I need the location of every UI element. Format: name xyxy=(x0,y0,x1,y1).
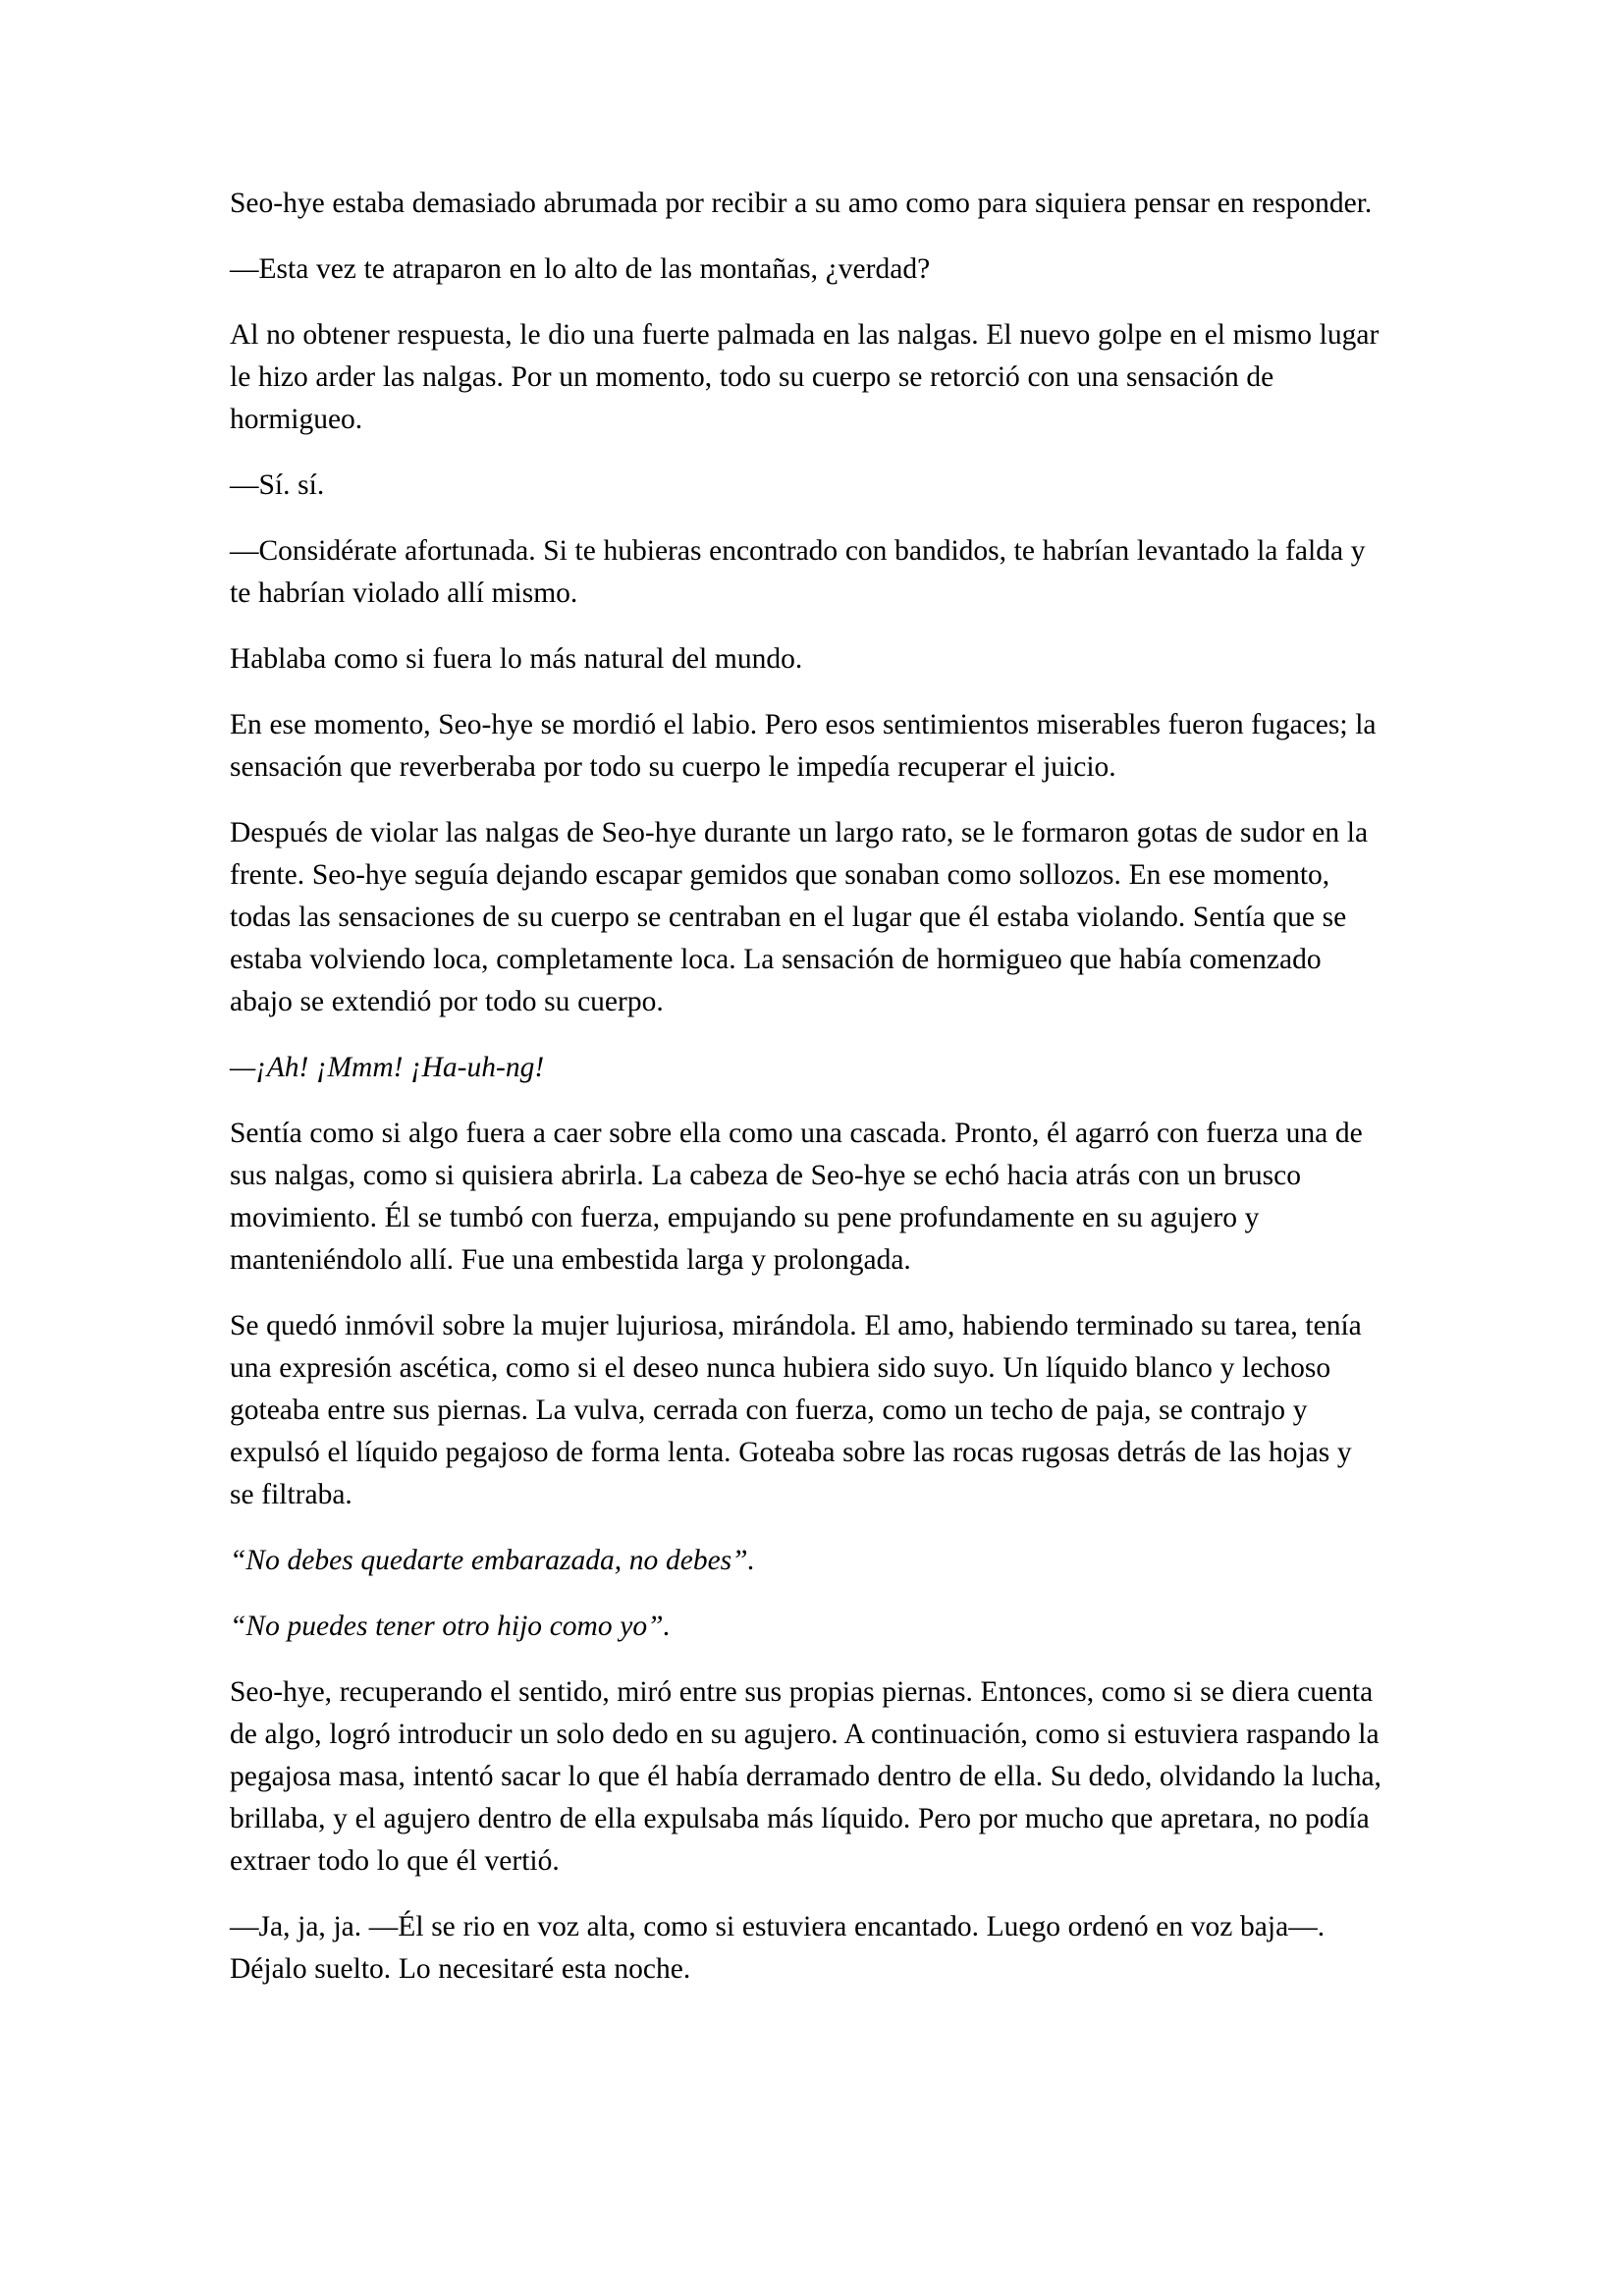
paragraph: Después de violar las nalgas de Seo-hye durante un largo rato, se le formaron gotas de sudor en la frente. Seo-hye seguía dejando escapar gemidos que sonaban como sollozos. En ese momento, todas las sensaciones de su cuerpo se centraban en el lugar que él estaba violando. Sentía que se estaba volviendo loca, completamente loca. La sensación de hormigueo que había comenzado abajo se extendió por todo su cuerpo. xyxy=(230,817,1369,1017)
paragraph-quote-italic: “No puedes tener otro hijo como yo”. xyxy=(230,1611,671,1642)
paragraph-dialogue: —Esta vez te atraparon en lo alto de las montañas, ¿verdad? xyxy=(230,253,931,285)
paragraph: Seo-hye estaba demasiado abrumada por recibir a su amo como para siquiera pensar en responder. xyxy=(230,188,1373,219)
paragraph: En ese momento, Seo-hye se mordió el labio. Pero esos sentimientos miserables fueron fugaces; la sensación que reverberaba por todo su cuerpo le impedía recuperar el juicio. xyxy=(230,709,1377,783)
paragraph-quote-italic: “No debes quedarte embarazada, no debes”. xyxy=(230,1545,755,1576)
paragraph-dialogue-italic: —¡Ah! ¡Mmm! ¡Ha-uh-ng! xyxy=(230,1052,545,1083)
paragraph: Se quedó inmóvil sobre la mujer lujuriosa, mirándola. El amo, habiendo terminado su tarea, tenía una expresión ascética, como si el deseo nunca hubiera sido suyo. Un líquido blanco y lechoso goteaba entre sus piernas. La vulva, cerrada con fuerza, como un techo de paja, se contrajo y expulsó el líquido pegajoso de forma lenta. Goteaba sobre las rocas rugosas detrás de las hojas y se filtraba. xyxy=(230,1310,1362,1510)
paragraph: Al no obtener respuesta, le dio una fuerte palmada en las nalgas. El nuevo golpe en el mismo lugar le hizo arder las nalgas. Por un momento, todo su cuerpo se retorció con una sensación de hormigueo. xyxy=(230,319,1380,435)
paragraph-dialogue: —Ja, ja, ja. —Él se rio en voz alta, como si estuviera encantado. Luego ordenó en voz baja—. Déjalo suelto. Lo necesitaré esta noche. xyxy=(230,1911,1326,1985)
paragraph: Sentía como si algo fuera a caer sobre ella como una cascada. Pronto, él agarró con fuerza una de sus nalgas, como si quisiera abrirla. La cabeza de Seo-hye se echó hacia atrás con un brusco movimiento. Él se tumbó con fuerza, empujando su pene profundamente en su agujero y manteniéndolo allí. Fue una embestida larga y prolongada. xyxy=(230,1118,1363,1276)
body-text-column xyxy=(230,183,1382,1991)
paragraph: Seo-hye, recuperando el sentido, miró entre sus propias piernas. Entonces, como si se diera cuenta de algo, logró introducir un solo dedo en su agujero. A continuación, como si estuviera raspando la pegajosa masa, intentó sacar lo que él había derramado dentro de ella. Su dedo, olvidando la lucha, brillaba, y el agujero dentro de ella expulsaba más líquido. Pero por mucho que apretara, no podía extraer todo lo que él vertió. xyxy=(230,1676,1381,1877)
paragraph-dialogue: —Considérate afortunada. Si te hubieras encontrado con bandidos, te habrían levantado la falda y te habrían violado allí mismo. xyxy=(230,535,1366,609)
paragraph: Hablaba como si fuera lo más natural del mundo. xyxy=(230,643,803,675)
paragraph-dialogue: —Sí. sí. xyxy=(230,469,325,501)
